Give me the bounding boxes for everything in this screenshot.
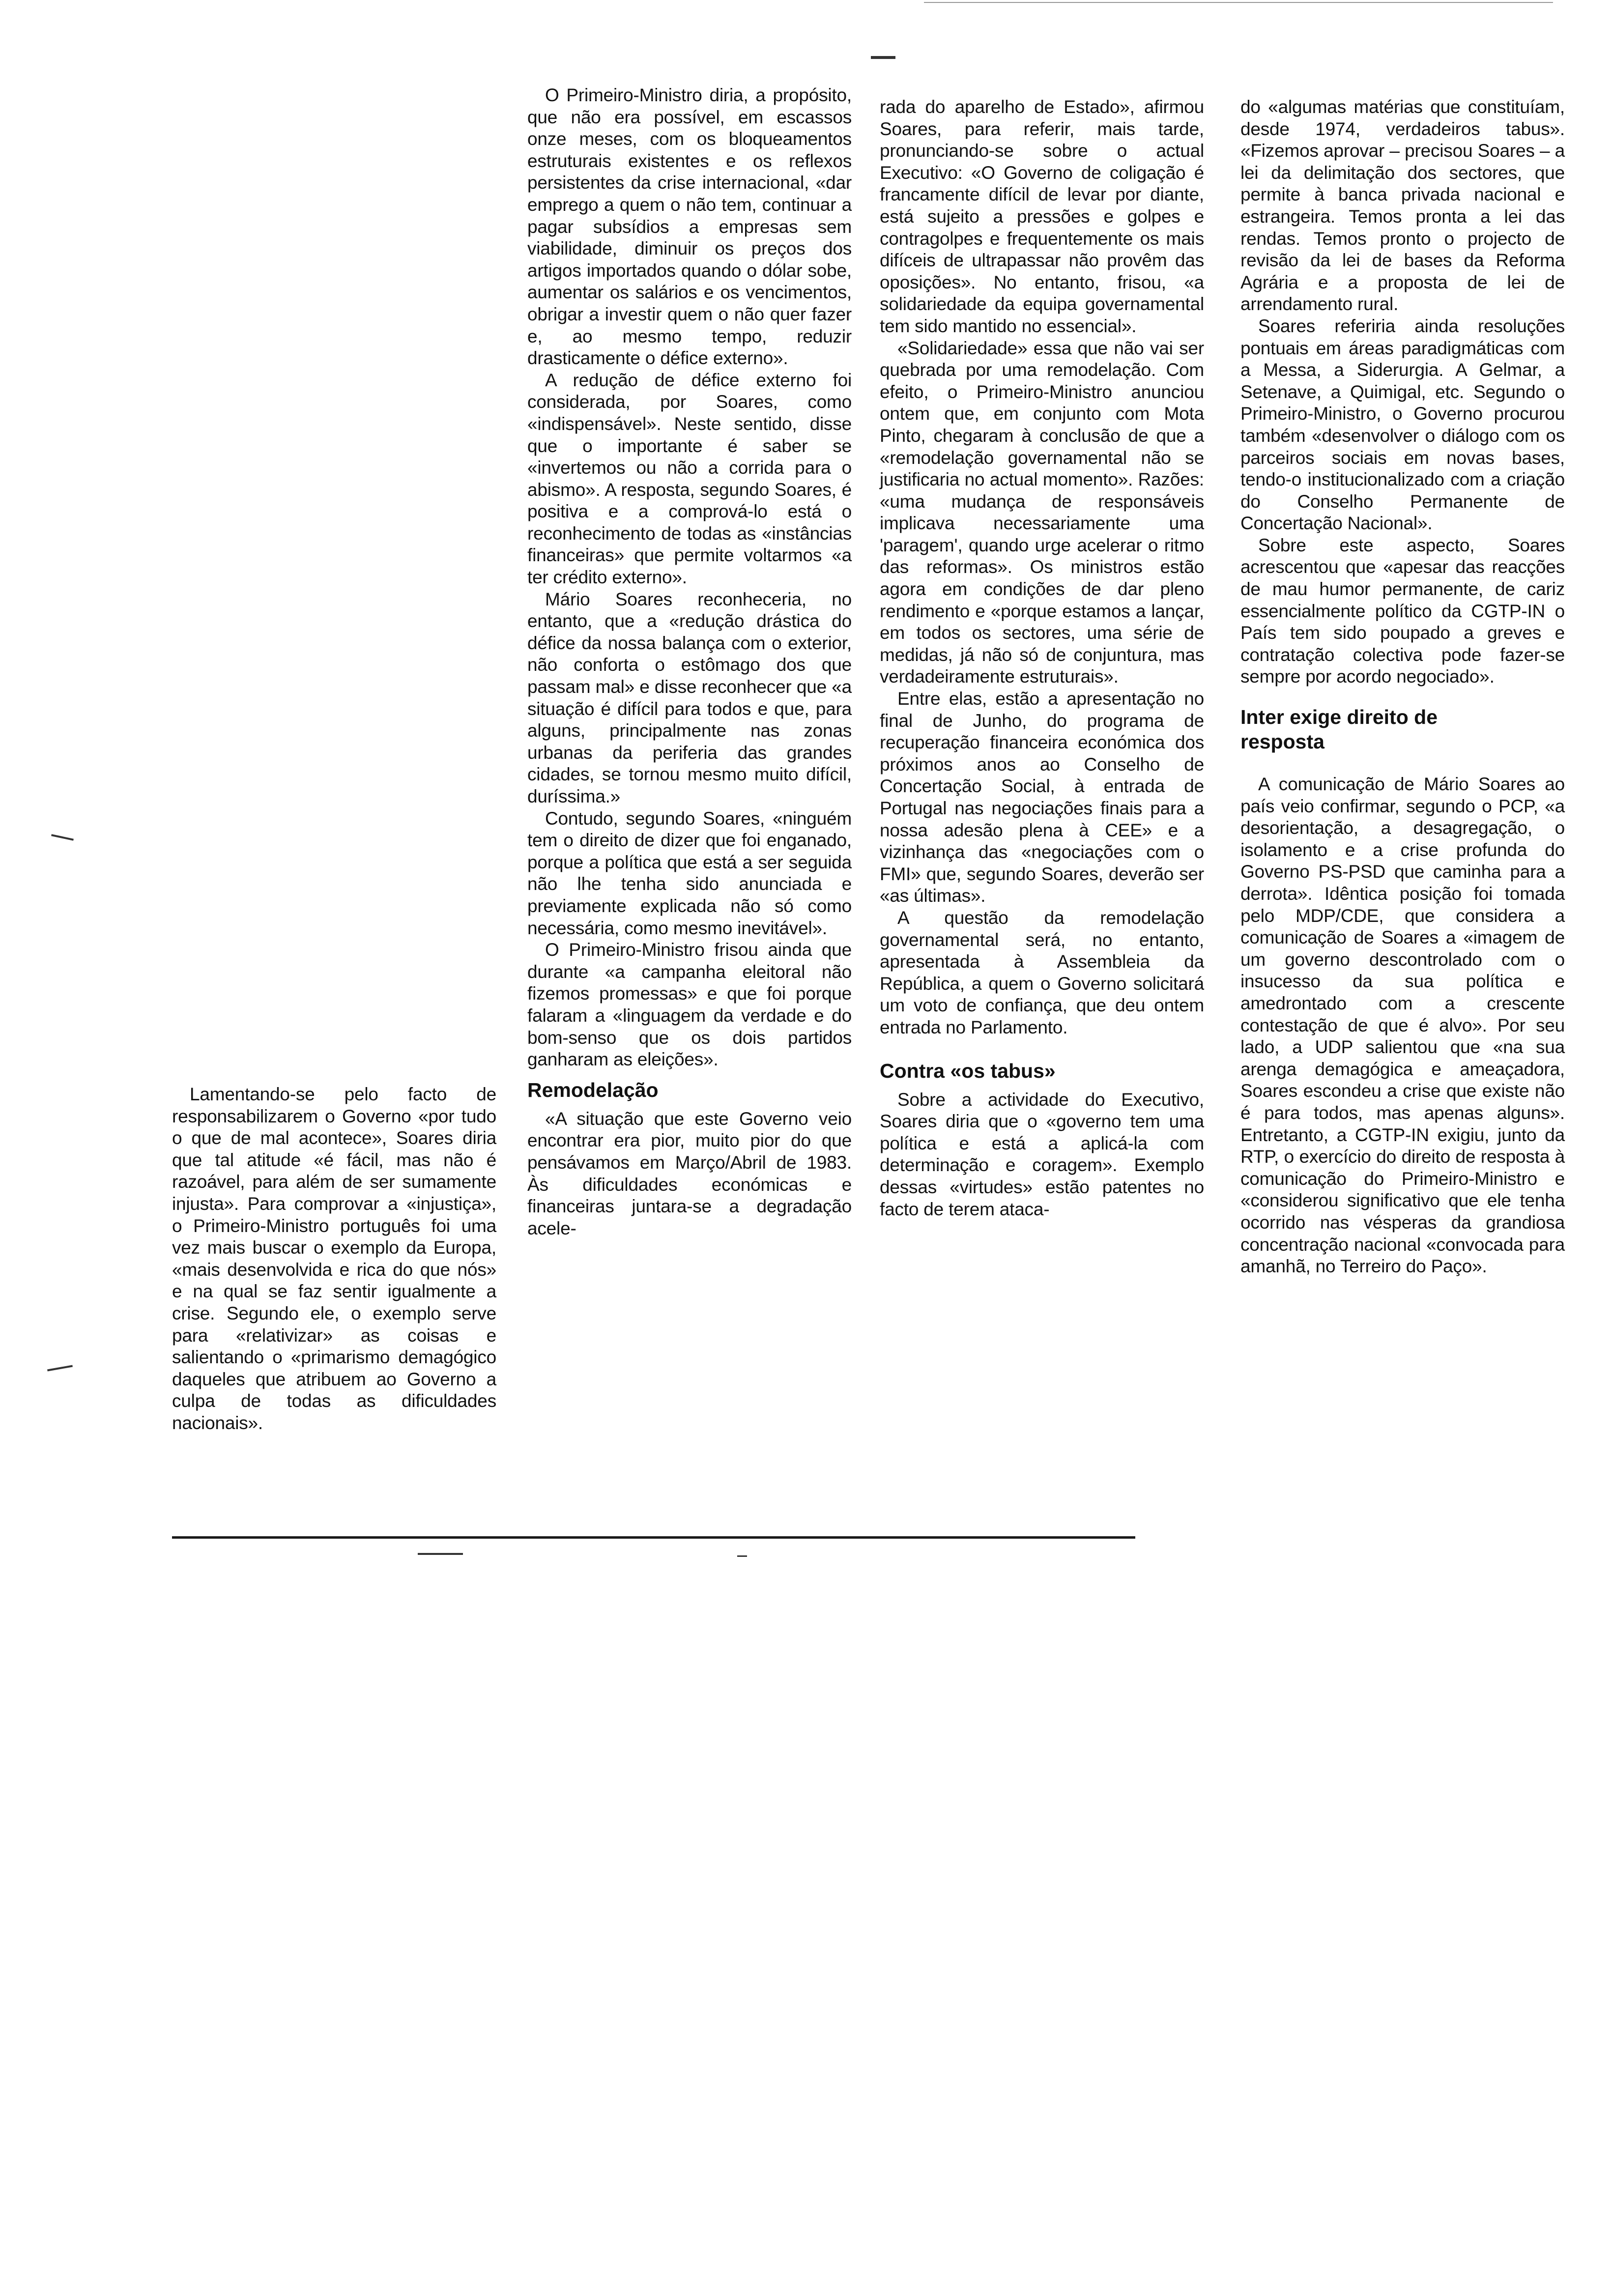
paragraph: Contudo, segundo Soares, «ninguém tem o direito de dizer que foi enganado, porque a política que está a ser seguida não lhe tenha sido anunciada e previamente explicada não só como necessária, como mesmo inevitável». <box>527 808 852 938</box>
paragraph: Entre elas, estão a apresentação no final de Junho, do programa de recuperação financeira económica dos próximos anos ao Conselho de Concertação Social, à entrada de Portugal nas negociações finais para a nossa adesão plena à CEE» e a vizinhança das «negociações com o FMI» que, segundo Soares, deverão ser «as últimas». <box>880 689 1204 906</box>
paragraph: Sobre a actividade do Executivo, Soares diria que o «governo tem uma política e está a aplicá-la com determinação e coragem». Exemplo dessas «virtudes» estão patentes no facto de terem ataca- <box>880 1089 1204 1219</box>
paragraph: Sobre este aspecto, Soares acrescentou que «apesar das reacções de mau humor permanente, de cariz essencialmente político da CGTP-IN o País tem sido poupado a greves e contratação colectiva pode fazer-se sempre por acordo negociado». <box>1240 535 1565 687</box>
paragraph: Lamentando-se pelo facto de responsabilizarem o Governo «por tudo o que de mal acontece», Soares diria que tal atitude «é fácil, mas não é razoável, para além de ser sumamente injusta». Para comprovar a «injustiça», o Primeiro-Ministro português foi uma vez mais buscar o exemplo da Europa, «mais desenvolvida e rica do que nós» e na qual se faz sentir igualmente a crise. Segundo ele, o exemplo serve para «relativizar» as coisas e salientando o «primarismo demagógico daqueles que atribuem ao Governo a culpa de todas as dificuldades nacionais». <box>172 1084 496 1433</box>
subheading-remodelacao: Remodelação <box>527 1078 659 1101</box>
paragraph: O Primeiro-Ministro diria, a propósito, que não era possível, em escassos onze meses, com os bloqueamentos estruturais existentes e os reflexos persistentes da crise internacional, «dar emprego a quem o não tem, continuar a pagar subsídios a empresas sem viabilidade, diminuir os preços dos artigos importados quando o dólar sobe, aumentar os salários e os vencimentos, obrigar a investir quem o não quer fazer e, ao mesmo tempo, reduzir drasticamente o défice externo». <box>527 85 852 369</box>
scan-mark-top-edge <box>924 2 1553 3</box>
article-column-3 <box>880 96 1204 1220</box>
scan-mark-left-1 <box>51 834 74 840</box>
scan-mark-bottom-2 <box>737 1555 747 1557</box>
paragraph: rada do aparelho de Estado», afirmou Soares, para referir, mais tarde, pronunciando-se sobre o actual Executivo: «O Governo de coligação é francamente difícil de levar por diante, está sujeito a pressões e golpes e contragolpes e frequentemente os mais difíceis de ultrapassar não provêm das oposições». No entanto, frisou, «a solidariedade da equipa governamental tem sido mantido no essencial». <box>880 97 1204 336</box>
bottom-rule <box>172 1536 1135 1539</box>
scan-mark-top <box>871 56 895 59</box>
paragraph: «A situação que este Governo veio encontrar era pior, muito pior do que pensávamos em Março/Abril de 1983. Às dificuldades económicas e financeiras juntara-se a degradação acele- <box>527 1108 852 1238</box>
paragraph: «Solidariedade» essa que não vai ser quebrada por uma remodelação. Com efeito, o Primeiro-Ministro anunciou ontem que, em conjunto com Mota Pinto, chegaram à conclusão de que a «remodelação governamental não se justificaria no actual momento». Razões: «uma mudança de responsáveis implicava necessariamente uma 'paragem', quando urge acelerar o ritmo das reformas». Os ministros estão agora em condições de dar pleno rendimento e «porque estamos a lançar, em todos os sectores, uma série de medidas, já não só de conjuntura, mas verdadeiramente estruturais». <box>880 338 1204 687</box>
scan-mark-left-2 <box>47 1365 73 1372</box>
paragraph: Mário Soares reconheceria, no entanto, que a «redução drástica do défice da nossa balança com o exterior, não conforta o estômago dos que passam mal» e disse reconhecer que «a situação é difícil para todos e que, para alguns, principalmente nas zonas urbanas da periferia das grandes cidades, se tornou mesmo muito difícil, duríssima.» <box>527 589 852 806</box>
paragraph: A redução de défice externo foi considerada, por Soares, como «indispensável». Neste sentido, disse que o importante é saber se «invertemos ou não a corrida para o abismo». A resposta, segundo Soares, é positiva e a comprová-lo está o reconhecimento de todas as «instâncias financeiras» que permite voltarmos «a ter crédito externo». <box>527 370 852 588</box>
subheading-contra-os-tabus: Contra «os tabus» <box>880 1059 1056 1082</box>
subheading-inter-exige: Inter exige direito de resposta <box>1240 706 1438 753</box>
paragraph: A comunicação de Mário Soares ao país veio confirmar, segundo o PCP, «a desorientação, a desagregação, o isolamento e a crise profunda do Governo PS-PSD que caminha para a derrota». Idêntica posição foi tomada pelo MDP/CDE, que considera a comunicação de Soares a «imagem de um governo descontrolado com o insucesso da sua política e amedrontado com a crescente contestação de que é alvo». Por seu lado, a UDP salientou que «na sua arenga demagógica e ameaçadora, Soares escondeu a crise que existe não é para todos, mas apenas alguns». Entretanto, a CGTP-IN exigiu, junto da RTP, o exercício do direito de resposta à comunicação do Primeiro-Ministro e «considerou significativo que ele tenha ocorrido nas vésperas da grandiosa concentração nacional «convocada para amanhã, no Terreiro do Paço». <box>1240 774 1565 1277</box>
article-column-2 <box>527 85 852 1239</box>
paragraph: do «algumas matérias que constituíam, desde 1974, verdadeiros tabus». «Fizemos aprovar – precisou Soares – a lei da delimitação dos sectores, que permite à banca privada nacional e estrangeira. Temos pronta a lei das rendas. Temos pronto o projecto de revisão da lei de bases da Reforma Agrária e a proposta de lei de arrendamento rural. <box>1240 97 1565 315</box>
paragraph: O Primeiro-Ministro frisou ainda que durante «a campanha eleitoral não fizemos promessas» e que foi porque falaram a «linguagem da verdade e do bom-senso que os dois partidos ganharam as eleições». <box>527 940 852 1070</box>
paragraph: Soares referiria ainda resoluções pontuais em áreas paradigmáticas com a Messa, a Siderurgia. A Gelmar, a Setenave, a Quimigal, etc. Segundo o Primeiro-Ministro, o Governo procurou também «desenvolver o diálogo com os parceiros sociais em novas bases, tendo-o institucionalizado com a criação do Conselho Permanente de Concertação Nacional». <box>1240 316 1565 534</box>
scan-mark-bottom-1 <box>418 1553 463 1555</box>
article-column-4 <box>1240 96 1565 1278</box>
article-column-1 <box>172 1084 496 1435</box>
paragraph: A questão da remodelação governamental será, no entanto, apresentada à Assembleia da República, a quem o Governo solicitará um voto de confiança, que deu ontem entrada no Parlamento. <box>880 907 1204 1037</box>
